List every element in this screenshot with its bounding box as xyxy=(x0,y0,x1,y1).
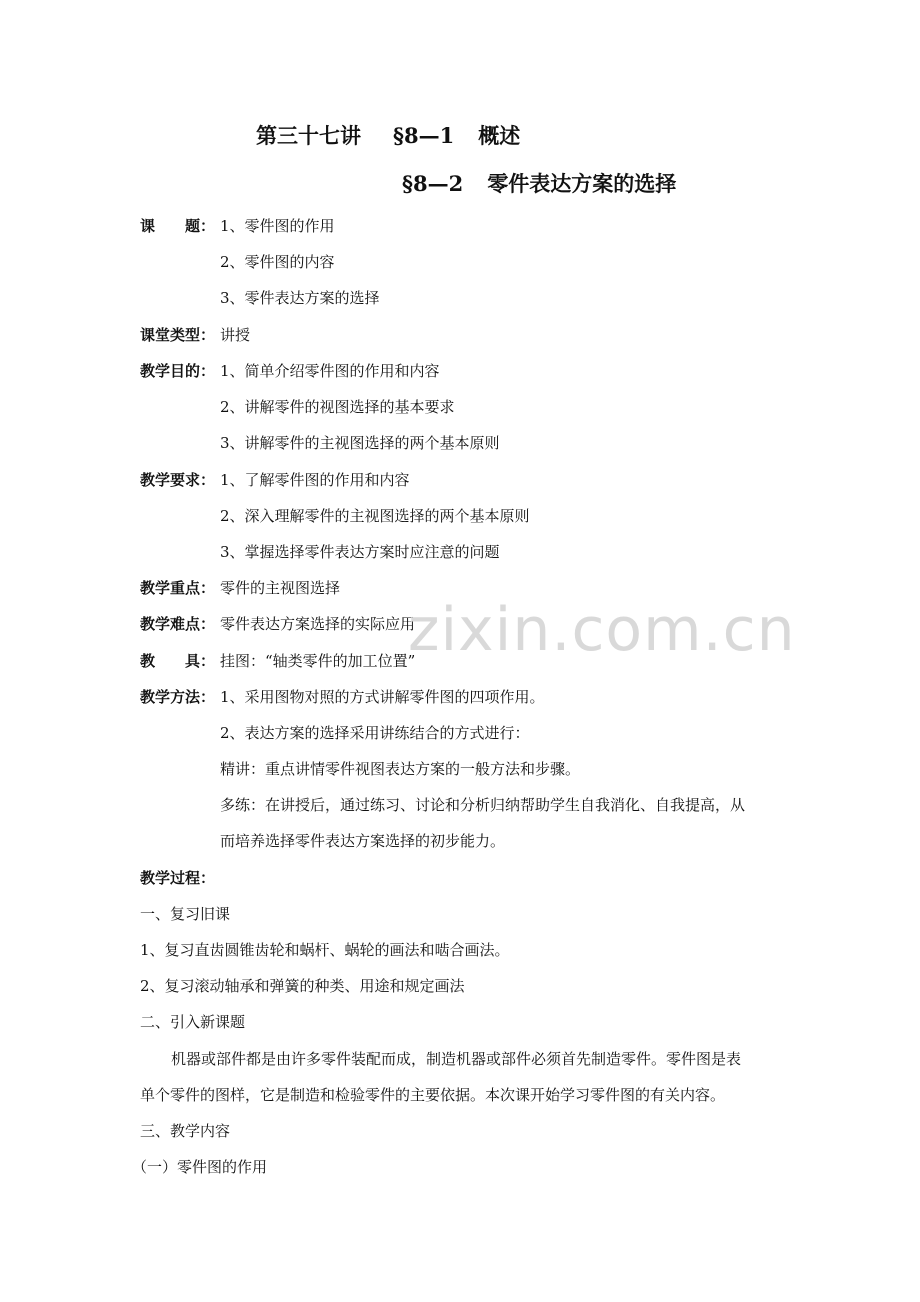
goal-item-3: 3、讲解零件的主视图选择的两个基本原则 xyxy=(220,434,500,452)
requirement-item-3: 3、掌握选择零件表达方案时应注意的问题 xyxy=(220,543,500,561)
tools-value: 挂图：“轴类零件的加工位置” xyxy=(220,652,416,670)
requirement-item-1: 1、了解零件图的作用和内容 xyxy=(220,471,410,489)
method-item-2: 2、表达方案的选择采用讲练结合的方式进行： xyxy=(220,724,530,742)
class-type-label: 课堂类型： xyxy=(140,326,216,344)
lecture-number: 第三十七讲 xyxy=(256,123,361,148)
review-item-2: 2、复习滚动轴承和弹簧的种类、用途和规定画法 xyxy=(140,977,465,995)
review-item-1: 1、复习直齿圆锥齿轮和蜗杆、蜗轮的画法和啮合画法。 xyxy=(140,941,510,959)
topic-item-3: 3、零件表达方案的选择 xyxy=(220,289,380,307)
tools-label: 教 具： xyxy=(140,652,216,670)
section-number-2: §8—2 xyxy=(402,171,464,196)
topic-label: 课 题： xyxy=(140,217,216,235)
intro-paragraph-line-1: 机器或部件都是由许多零件装配而成，制造机器或部件必须首先制造零件。零件图是表 xyxy=(171,1050,742,1068)
section-name-2: 零件表达方案的选择 xyxy=(487,171,677,196)
content-heading: 三、教学内容 xyxy=(140,1122,231,1140)
methods-label: 教学方法： xyxy=(140,688,216,706)
intro-heading: 二、引入新课题 xyxy=(140,1013,246,1031)
requirement-item-2: 2、深入理解零件的主视图选择的两个基本原则 xyxy=(220,507,530,525)
method-item-4: 多练：在讲授后，通过练习、讨论和分析归纳帮助学生自我消化、自我提高，从 xyxy=(220,796,746,814)
class-type-value: 讲授 xyxy=(220,326,251,344)
section-name-1: 概述 xyxy=(478,123,521,148)
goal-item-2: 2、讲解零件的视图选择的基本要求 xyxy=(220,398,455,416)
difficulties-label: 教学难点： xyxy=(140,615,216,633)
method-item-3: 精讲：重点讲情零件视图表达方案的一般方法和步骤。 xyxy=(220,760,581,778)
requirements-label: 教学要求： xyxy=(140,471,216,489)
method-item-1: 1、采用图物对照的方式讲解零件图的四项作用。 xyxy=(220,688,545,706)
process-label: 教学过程： xyxy=(140,869,216,887)
difficulties-value: 零件表达方案选择的实际应用 xyxy=(220,615,416,633)
topic-item-1: 1、零件图的作用 xyxy=(220,217,335,235)
method-item-5: 而培养选择零件表达方案选择的初步能力。 xyxy=(220,832,506,850)
goal-item-1: 1、简单介绍零件图的作用和内容 xyxy=(220,362,440,380)
sub-heading-role: （一）零件图的作用 xyxy=(132,1158,268,1176)
intro-paragraph-line-2: 单个零件的图样，它是制造和检验零件的主要依据。本次课开始学习零件图的有关内容。 xyxy=(140,1086,726,1104)
watermark: zixin.com.cn xyxy=(408,595,796,665)
review-heading: 一、复习旧课 xyxy=(140,905,231,923)
title-line-1 xyxy=(256,122,520,150)
goals-label: 教学目的： xyxy=(140,362,216,380)
key-points-value: 零件的主视图选择 xyxy=(220,579,341,597)
key-points-label: 教学重点： xyxy=(140,579,216,597)
title-line-2 xyxy=(402,170,676,198)
topic-item-2: 2、零件图的内容 xyxy=(220,253,335,271)
section-number-1: §8—1 xyxy=(393,123,455,148)
